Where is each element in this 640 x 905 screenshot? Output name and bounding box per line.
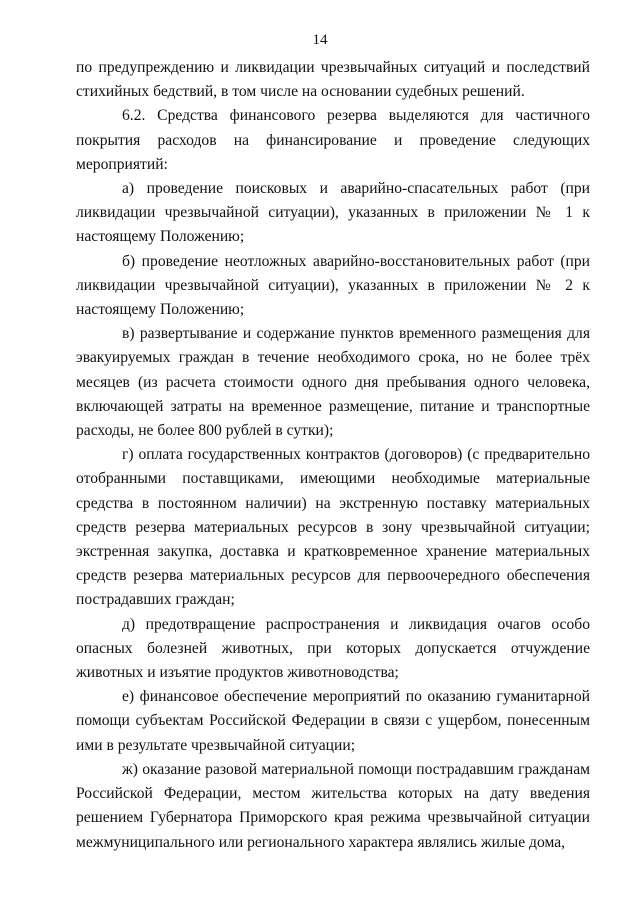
list-item-zh: ж) оказание разовой материальной помощи пострадавшим гражданам Российской Федерации, местом жительства которых на дату введения решением Губернатора Приморского края режима чрезвычайной ситуации межмуниципального или регионального характера являлись жилые дома, xyxy=(76,760,590,851)
list-item-v: в) развертывание и содержание пунктов временного размещения для эвакуируемых граждан в течение необходимого срока, но не более трёх месяцев (из расчета стоимости одного дня пребывания одного человека, включающей затраты на временное размещение, питание и транспортные расходы, не более 800 рублей в сутки); xyxy=(76,325,590,440)
list-item-e: е) финансовое обеспечение мероприятий по оказанию гуманитарной помощи субъектам Российской Федерации в связи с ущербом, понесенным ими в результате чрезвычайной ситуации; xyxy=(76,688,590,754)
document-body xyxy=(76,56,590,855)
list-item-d: д) предотвращение распространения и ликвидация очагов особо опасных болезней животных, при которых допускается отчуждение животных и изъятие продуктов животноводства; xyxy=(76,615,590,682)
paragraph-continuation: по предупреждению и ликвидации чрезвычайных ситуаций и последствий стихийных бедствий, в том числе на основании судебных решений. xyxy=(76,59,590,101)
list-item-a: а) проведение поисковых и аварийно-спасательных работ (при ликвидации чрезвычайной ситуации), указанных в приложении № 1 к настоящему Положению; xyxy=(76,180,590,246)
list-item-b: б) проведение неотложных аварийно-восстановительных работ (при ликвидации чрезвычайной ситуации), указанных в приложении № 2 к настоящему Положению; xyxy=(76,252,590,319)
paragraph-6-2: 6.2. Средства финансового резерва выделяются для частичного покрытия расходов на финансирование и проведение следующих мероприятий: xyxy=(76,107,590,173)
page-number: 14 xyxy=(312,32,328,48)
list-item-g: г) оплата государственных контрактов (договоров) (с предварительно отобранными поставщиками, имеющими необходимые материальные средства в постоянном наличии) на экстренную поставку материальных средств резерва материальных ресурсов в зону чрезвычайной ситуации; экстренная закупка, доставка и кратковременное хранение материальных средств резерва материальных ресурсов для первоочередного обеспечения пострадавших граждан; xyxy=(76,446,590,609)
